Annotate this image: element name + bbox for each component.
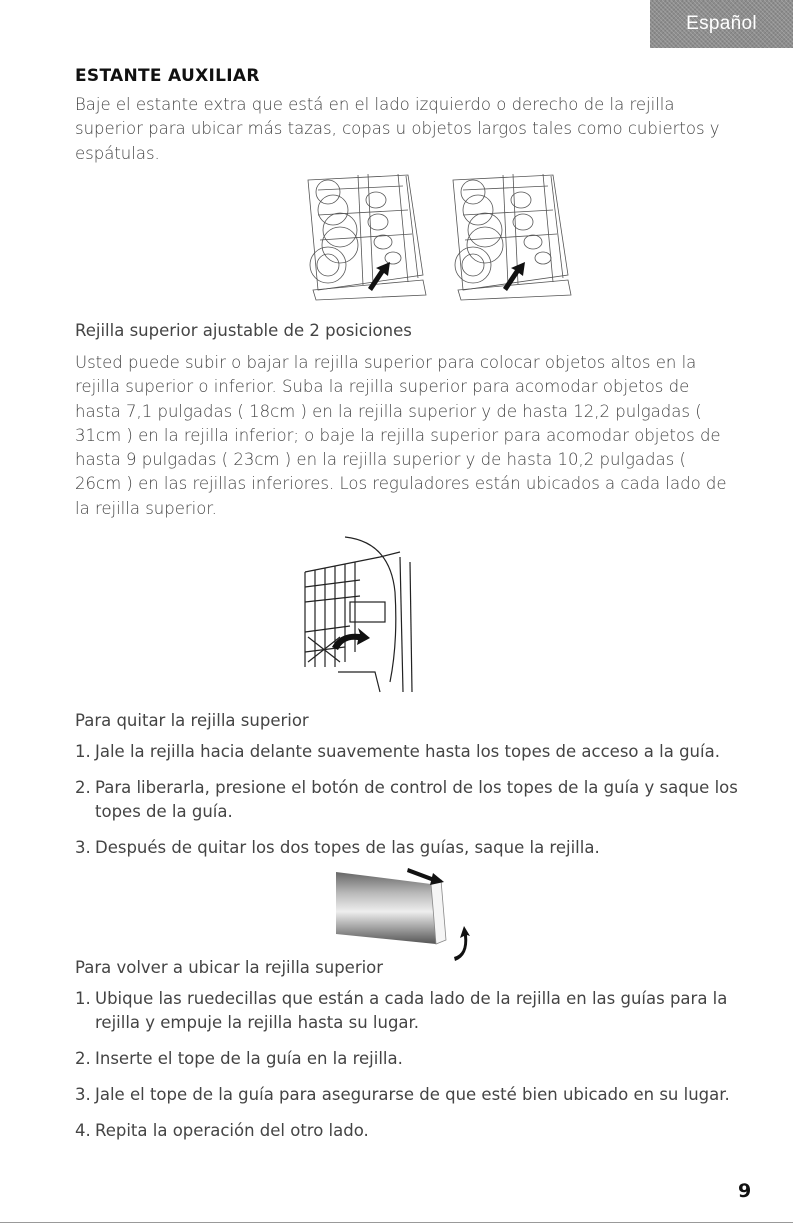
step-text: Jale el tope de la guía para asegurarse de que esté bien ubicado en su lugar. xyxy=(95,1085,730,1104)
arrow-icon-left xyxy=(368,262,390,291)
step-number: 2. xyxy=(75,1049,91,1068)
language-tab: Español xyxy=(650,0,793,48)
intro-paragraph: Baje el estante extra que está en el lado izquierdo o derecho de la rejilla superior para ubicar más tazas, copas u objetos largos tales como cubiertos y espátulas. xyxy=(75,95,720,163)
rack-left-drawing xyxy=(308,174,426,300)
step-text: Jale la rejilla hacia delante suavemente hasta los topes de acceso a la guía. xyxy=(95,742,720,761)
page-number: 9 xyxy=(738,1180,752,1202)
step-number: 3. xyxy=(75,1085,91,1104)
rack-adjuster-illustration xyxy=(300,532,430,694)
adjustable-paragraph: Usted puede subir o bajar la rejilla superior para colocar objetos altos en la rejilla superior o inferior. Suba la rejilla superior para acomodar objetos de hasta 7,1 pulgadas ( 18cm ) en la rejilla superior y de hasta 12,2 pulgadas ( 31cm ) en la rejilla inferior; o baje la rejilla superior para acomodar objetos de hasta 9 pulgadas ( 23cm ) en la rejilla superior y de hasta 10,2 pulgadas ( 26cm ) en las rejillas inferiores. Los reguladores están ubicados a cada lado de la rejilla superior. xyxy=(75,353,727,518)
replace-step-1 xyxy=(75,987,740,1036)
guide-stop-illustration xyxy=(336,862,481,962)
adjustable-heading: Rejilla superior ajustable de 2 posiciones xyxy=(75,321,412,340)
step-number: 1. xyxy=(75,742,91,761)
step-text: Para liberarla, presione el botón de control de los topes de la guía y saque los topes de la guía. xyxy=(95,778,738,822)
rack-frame-drawing xyxy=(305,537,412,692)
remove-step-2 xyxy=(75,776,740,825)
replace-step-2 xyxy=(75,1047,740,1071)
arrow-icon-right xyxy=(503,262,525,291)
remove-heading: Para quitar la rejilla superior xyxy=(75,711,309,730)
step-text: Ubique las ruedecillas que están a cada lado de la rejilla en las guías para la rejilla y empuje la rejilla hasta su lugar. xyxy=(95,989,728,1033)
step-number: 2. xyxy=(75,778,91,797)
replace-step-3 xyxy=(75,1083,740,1107)
step-number: 3. xyxy=(75,838,91,857)
replace-heading: Para volver a ubicar la rejilla superior xyxy=(75,958,384,977)
replace-step-4 xyxy=(75,1119,740,1143)
step-text: Después de quitar los dos topes de las guías, saque la rejilla. xyxy=(95,838,600,857)
step-number: 4. xyxy=(75,1121,91,1140)
step-text: Repita la operación del otro lado. xyxy=(95,1121,369,1140)
step-number: 1. xyxy=(75,989,91,1008)
remove-step-1 xyxy=(75,740,740,764)
section-title: ESTANTE AUXILIAR xyxy=(75,66,260,86)
guide-rail-drawing xyxy=(336,872,436,944)
bottom-rule xyxy=(0,1222,793,1223)
step-text: Inserte el tope de la guía en la rejilla. xyxy=(95,1049,403,1068)
remove-step-3 xyxy=(75,836,740,860)
auxiliary-shelf-illustration xyxy=(298,170,568,305)
arrow-icon-bottom xyxy=(454,926,470,961)
